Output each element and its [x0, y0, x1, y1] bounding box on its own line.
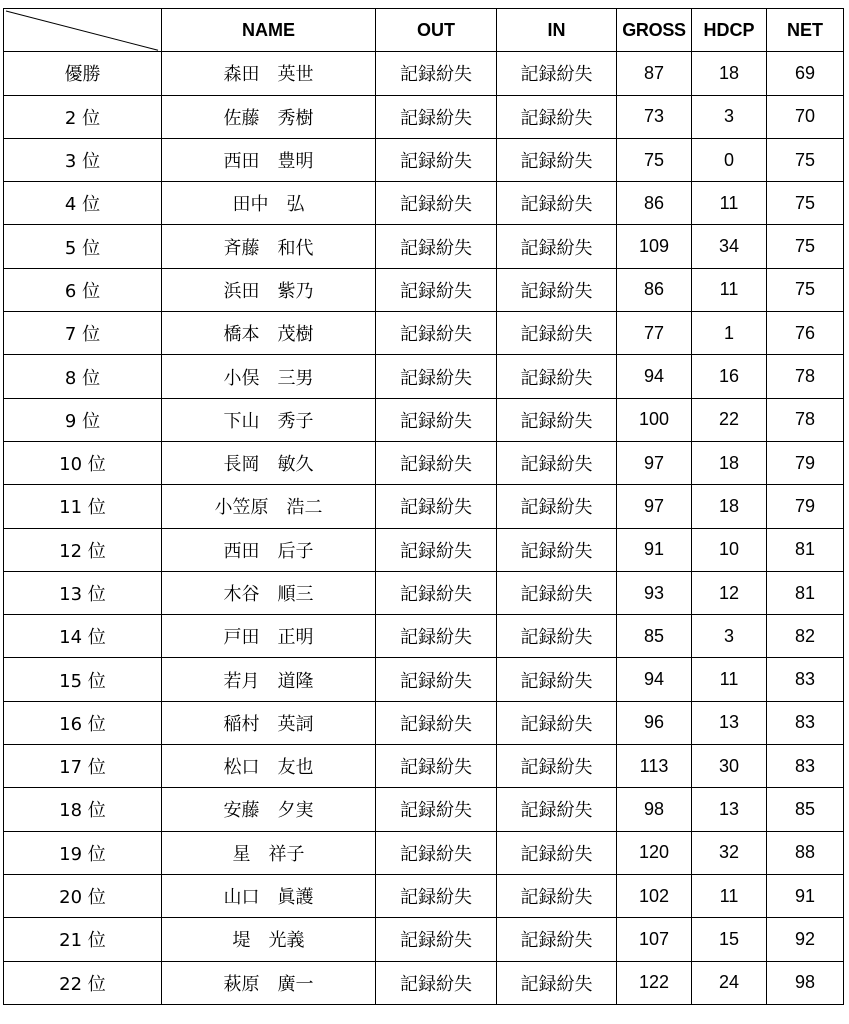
header-name: NAME: [162, 9, 376, 52]
net-cell: 81: [767, 571, 844, 614]
name-cell: 西田 豊明: [162, 138, 376, 181]
out-cell: 記録紛失: [376, 225, 497, 268]
gross-cell: 96: [617, 701, 692, 744]
net-cell: 81: [767, 528, 844, 571]
in-cell: 記録紛失: [497, 398, 617, 441]
table-row: [4, 831, 844, 874]
name-cell: 萩原 廣一: [162, 961, 376, 1004]
rank-cell: 20 位: [4, 874, 162, 917]
gross-cell: 97: [617, 485, 692, 528]
net-cell: 85: [767, 788, 844, 831]
out-cell: 記録紛失: [376, 571, 497, 614]
gross-cell: 75: [617, 138, 692, 181]
in-cell: 記録紛失: [497, 701, 617, 744]
hdcp-cell: 11: [692, 658, 767, 701]
net-cell: 92: [767, 918, 844, 961]
out-cell: 記録紛失: [376, 485, 497, 528]
name-cell: 稲村 英詞: [162, 701, 376, 744]
net-cell: 83: [767, 658, 844, 701]
name-cell: 小俣 三男: [162, 355, 376, 398]
name-cell: 星 祥子: [162, 831, 376, 874]
hdcp-cell: 1: [692, 312, 767, 355]
gross-cell: 113: [617, 745, 692, 788]
out-cell: 記録紛失: [376, 312, 497, 355]
gross-cell: 94: [617, 658, 692, 701]
name-cell: 木谷 順三: [162, 571, 376, 614]
gross-cell: 97: [617, 441, 692, 484]
header-hdcp: HDCP: [692, 9, 767, 52]
hdcp-cell: 30: [692, 745, 767, 788]
rank-cell: 13 位: [4, 571, 162, 614]
name-cell: 田中 弘: [162, 182, 376, 225]
hdcp-cell: 15: [692, 918, 767, 961]
table-row: [4, 874, 844, 917]
rank-cell: 2 位: [4, 95, 162, 138]
results-table: [3, 8, 844, 1005]
table-row: [4, 528, 844, 571]
net-cell: 76: [767, 312, 844, 355]
table-row: [4, 658, 844, 701]
out-cell: 記録紛失: [376, 355, 497, 398]
name-cell: 森田 英世: [162, 52, 376, 95]
rank-cell: 21 位: [4, 918, 162, 961]
gross-cell: 94: [617, 355, 692, 398]
corner-diagonal-cell: [4, 9, 162, 52]
table-row: [4, 312, 844, 355]
header-row: [4, 9, 844, 52]
name-cell: 松口 友也: [162, 745, 376, 788]
net-cell: 91: [767, 874, 844, 917]
in-cell: 記録紛失: [497, 312, 617, 355]
name-cell: 浜田 紫乃: [162, 268, 376, 311]
net-cell: 79: [767, 441, 844, 484]
rank-cell: 7 位: [4, 312, 162, 355]
net-cell: 75: [767, 138, 844, 181]
in-cell: 記録紛失: [497, 95, 617, 138]
net-cell: 98: [767, 961, 844, 1004]
in-cell: 記録紛失: [497, 225, 617, 268]
gross-cell: 122: [617, 961, 692, 1004]
net-cell: 75: [767, 182, 844, 225]
hdcp-cell: 0: [692, 138, 767, 181]
table-row: [4, 138, 844, 181]
rank-cell: 19 位: [4, 831, 162, 874]
out-cell: 記録紛失: [376, 788, 497, 831]
gross-cell: 77: [617, 312, 692, 355]
table-row: [4, 918, 844, 961]
table-row: [4, 745, 844, 788]
name-cell: 小笠原 浩二: [162, 485, 376, 528]
rank-cell: 18 位: [4, 788, 162, 831]
rank-cell: 優勝: [4, 52, 162, 95]
net-cell: 78: [767, 355, 844, 398]
gross-cell: 86: [617, 268, 692, 311]
gross-cell: 107: [617, 918, 692, 961]
net-cell: 83: [767, 745, 844, 788]
in-cell: 記録紛失: [497, 138, 617, 181]
name-cell: 山口 眞護: [162, 874, 376, 917]
hdcp-cell: 18: [692, 52, 767, 95]
name-cell: 下山 秀子: [162, 398, 376, 441]
gross-cell: 87: [617, 52, 692, 95]
name-cell: 堤 光義: [162, 918, 376, 961]
table-row: [4, 788, 844, 831]
out-cell: 記録紛失: [376, 138, 497, 181]
out-cell: 記録紛失: [376, 701, 497, 744]
in-cell: 記録紛失: [497, 441, 617, 484]
hdcp-cell: 13: [692, 788, 767, 831]
in-cell: 記録紛失: [497, 788, 617, 831]
out-cell: 記録紛失: [376, 398, 497, 441]
header-gross: GROSS: [617, 9, 692, 52]
table-row: [4, 398, 844, 441]
out-cell: 記録紛失: [376, 441, 497, 484]
net-cell: 70: [767, 95, 844, 138]
in-cell: 記録紛失: [497, 658, 617, 701]
hdcp-cell: 24: [692, 961, 767, 1004]
results-table-container: [3, 8, 844, 1005]
rank-cell: 9 位: [4, 398, 162, 441]
table-row: [4, 485, 844, 528]
name-cell: 安藤 夕実: [162, 788, 376, 831]
rank-cell: 6 位: [4, 268, 162, 311]
gross-cell: 102: [617, 874, 692, 917]
hdcp-cell: 34: [692, 225, 767, 268]
name-cell: 若月 道隆: [162, 658, 376, 701]
table-row: [4, 225, 844, 268]
rank-cell: 12 位: [4, 528, 162, 571]
hdcp-cell: 3: [692, 95, 767, 138]
out-cell: 記録紛失: [376, 918, 497, 961]
hdcp-cell: 18: [692, 441, 767, 484]
in-cell: 記録紛失: [497, 918, 617, 961]
name-cell: 佐藤 秀樹: [162, 95, 376, 138]
out-cell: 記録紛失: [376, 658, 497, 701]
gross-cell: 98: [617, 788, 692, 831]
rank-cell: 17 位: [4, 745, 162, 788]
out-cell: 記録紛失: [376, 268, 497, 311]
results-body: [4, 52, 844, 1005]
out-cell: 記録紛失: [376, 745, 497, 788]
net-cell: 83: [767, 701, 844, 744]
gross-cell: 100: [617, 398, 692, 441]
in-cell: 記録紛失: [497, 745, 617, 788]
table-row: [4, 182, 844, 225]
rank-cell: 16 位: [4, 701, 162, 744]
rank-cell: 3 位: [4, 138, 162, 181]
header-out: OUT: [376, 9, 497, 52]
hdcp-cell: 11: [692, 268, 767, 311]
table-row: [4, 701, 844, 744]
rank-cell: 14 位: [4, 615, 162, 658]
out-cell: 記録紛失: [376, 528, 497, 571]
out-cell: 記録紛失: [376, 615, 497, 658]
rank-cell: 5 位: [4, 225, 162, 268]
table-row: [4, 961, 844, 1004]
in-cell: 記録紛失: [497, 874, 617, 917]
gross-cell: 120: [617, 831, 692, 874]
out-cell: 記録紛失: [376, 874, 497, 917]
table-row: [4, 52, 844, 95]
gross-cell: 109: [617, 225, 692, 268]
net-cell: 75: [767, 225, 844, 268]
table-row: [4, 95, 844, 138]
rank-cell: 4 位: [4, 182, 162, 225]
rank-cell: 22 位: [4, 961, 162, 1004]
gross-cell: 86: [617, 182, 692, 225]
header-in: IN: [497, 9, 617, 52]
in-cell: 記録紛失: [497, 355, 617, 398]
table-row: [4, 615, 844, 658]
name-cell: 斉藤 和代: [162, 225, 376, 268]
hdcp-cell: 22: [692, 398, 767, 441]
table-row: [4, 441, 844, 484]
hdcp-cell: 16: [692, 355, 767, 398]
diagonal-line: [4, 9, 161, 51]
name-cell: 橋本 茂樹: [162, 312, 376, 355]
name-cell: 長岡 敏久: [162, 441, 376, 484]
table-row: [4, 571, 844, 614]
net-cell: 88: [767, 831, 844, 874]
out-cell: 記録紛失: [376, 182, 497, 225]
name-cell: 西田 后子: [162, 528, 376, 571]
net-cell: 79: [767, 485, 844, 528]
in-cell: 記録紛失: [497, 831, 617, 874]
table-row: [4, 355, 844, 398]
in-cell: 記録紛失: [497, 961, 617, 1004]
hdcp-cell: 3: [692, 615, 767, 658]
gross-cell: 73: [617, 95, 692, 138]
rank-cell: 11 位: [4, 485, 162, 528]
hdcp-cell: 11: [692, 182, 767, 225]
hdcp-cell: 10: [692, 528, 767, 571]
net-cell: 69: [767, 52, 844, 95]
in-cell: 記録紛失: [497, 52, 617, 95]
hdcp-cell: 13: [692, 701, 767, 744]
net-cell: 78: [767, 398, 844, 441]
rank-cell: 8 位: [4, 355, 162, 398]
out-cell: 記録紛失: [376, 95, 497, 138]
rank-cell: 15 位: [4, 658, 162, 701]
gross-cell: 93: [617, 571, 692, 614]
hdcp-cell: 12: [692, 571, 767, 614]
name-cell: 戸田 正明: [162, 615, 376, 658]
hdcp-cell: 32: [692, 831, 767, 874]
in-cell: 記録紛失: [497, 268, 617, 311]
header-net: NET: [767, 9, 844, 52]
out-cell: 記録紛失: [376, 831, 497, 874]
hdcp-cell: 18: [692, 485, 767, 528]
gross-cell: 91: [617, 528, 692, 571]
in-cell: 記録紛失: [497, 571, 617, 614]
in-cell: 記録紛失: [497, 485, 617, 528]
net-cell: 75: [767, 268, 844, 311]
in-cell: 記録紛失: [497, 528, 617, 571]
table-row: [4, 268, 844, 311]
in-cell: 記録紛失: [497, 615, 617, 658]
rank-cell: 10 位: [4, 441, 162, 484]
net-cell: 82: [767, 615, 844, 658]
out-cell: 記録紛失: [376, 961, 497, 1004]
out-cell: 記録紛失: [376, 52, 497, 95]
in-cell: 記録紛失: [497, 182, 617, 225]
gross-cell: 85: [617, 615, 692, 658]
hdcp-cell: 11: [692, 874, 767, 917]
